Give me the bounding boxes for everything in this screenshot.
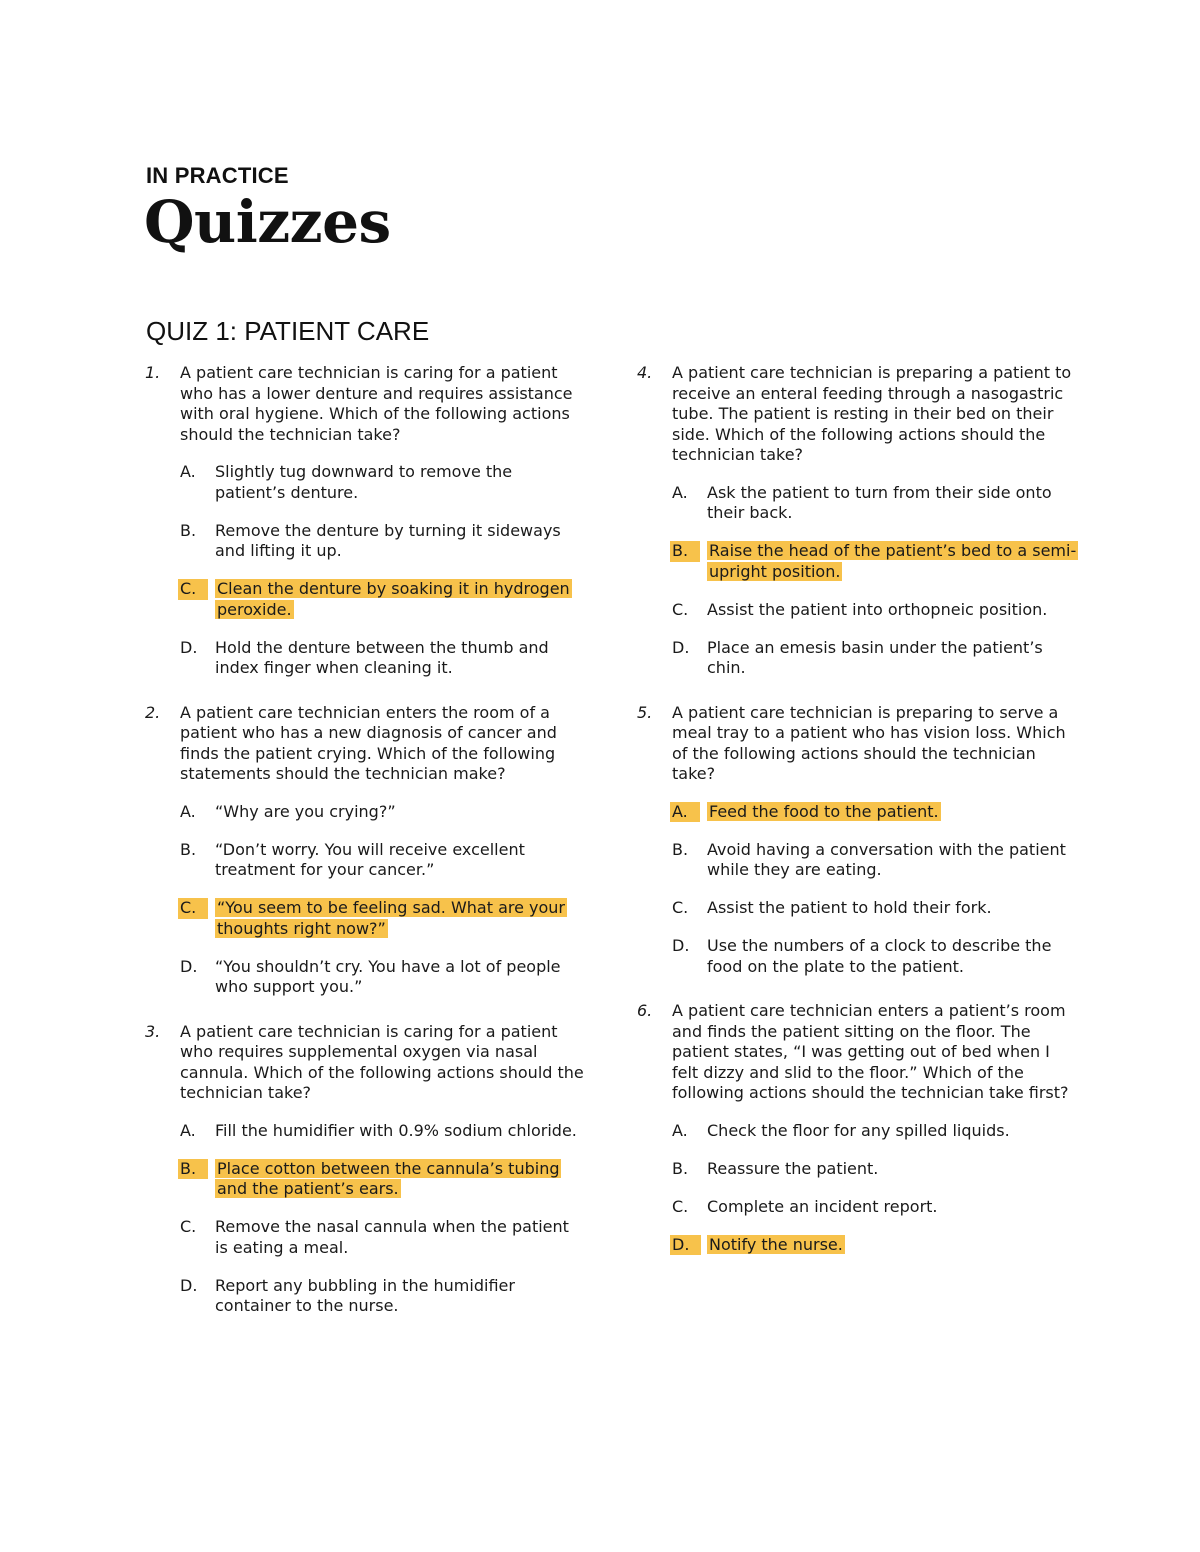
option-letter: D.	[672, 637, 690, 657]
answer-option	[672, 936, 1077, 977]
question-number: 3.	[145, 1021, 161, 1041]
answer-options	[145, 1121, 585, 1317]
answer-option-correct	[180, 579, 585, 620]
option-text: “Don’t worry. You will receive excellent treatment for your cancer.”	[215, 839, 525, 879]
option-text: Ask the patient to turn from their side onto their back.	[707, 482, 1052, 522]
option-text: Assist the patient to hold their fork.	[707, 898, 992, 917]
option-letter: C.	[178, 579, 208, 600]
question-number: 4.	[637, 363, 653, 382]
question-text: A patient care technician is preparing a patient to receive an enteral feeding through a nasogastric tube. The patient is resting in their bed on their side. Which of the following actions should the technician take?	[672, 363, 1072, 464]
question-number: 6.	[637, 1001, 653, 1020]
answer-option	[672, 840, 1077, 881]
option-text: Report any bubbling in the humidifier container to the nurse.	[215, 1275, 515, 1315]
question-text: A patient care technician enters the room of a patient who has a new diagnosis of cancer and finds the patient crying. Which of the following statements should the technician make?	[180, 702, 557, 783]
option-text: Raise the head of the patient’s bed to a semi-upright position.	[709, 541, 1077, 581]
option-text: Remove the denture by turning it sideways and lifting it up.	[215, 520, 561, 560]
question-6	[637, 1001, 1077, 1255]
answer-options	[637, 802, 1077, 978]
option-letter: D.	[180, 956, 198, 976]
option-text: Place an emesis basin under the patient’s chin.	[707, 637, 1043, 677]
option-text: Clean the denture by soaking it in hydrogen peroxide.	[217, 579, 570, 619]
question-stem	[637, 703, 1077, 785]
answer-option-correct	[672, 1235, 1077, 1256]
option-text: Remove the nasal cannula when the patient is eating a meal.	[215, 1217, 569, 1257]
question-text: A patient care technician is caring for a patient who requires supplemental oxygen via nasal cannula. Which of the following actions should the technician take?	[180, 1021, 584, 1102]
option-letter: C.	[672, 1196, 689, 1216]
answer-options	[145, 802, 585, 998]
answer-options	[637, 483, 1077, 679]
question-stem	[637, 1001, 1077, 1104]
answer-option	[672, 1197, 1077, 1218]
question-text: A patient care technician is caring for a patient who has a lower denture and requires assistance with oral hygiene. Which of the following actions should the technician take?	[180, 363, 573, 444]
question-number: 2.	[145, 702, 161, 722]
option-letter: A.	[672, 482, 688, 502]
answer-option	[672, 638, 1077, 679]
option-letter: B.	[672, 1158, 689, 1178]
option-letter: A.	[180, 801, 196, 821]
option-text: Place cotton between the cannula’s tubing and the patient’s ears.	[217, 1158, 560, 1198]
option-letter: D.	[180, 1275, 198, 1295]
option-text: Avoid having a conversation with the patient while they are eating.	[707, 839, 1066, 879]
option-letter: A.	[672, 1120, 688, 1140]
question-text: A patient care technician enters a patient’s room and finds the patient sitting on the floor. The patient states, “I was getting out of bed when I felt dizzy and slid to the floor.” Which of the following actions should the technician take first?	[672, 1001, 1069, 1102]
option-letter: C.	[672, 898, 689, 917]
answer-option	[672, 483, 1077, 524]
option-letter: D.	[672, 936, 690, 955]
question-number: 5.	[637, 702, 653, 722]
option-text: Fill the humidifier with 0.9% sodium chloride.	[215, 1120, 577, 1140]
answer-option-correct	[180, 898, 585, 939]
answer-option	[180, 1276, 585, 1317]
answer-option	[180, 462, 585, 503]
answer-option	[180, 1217, 585, 1258]
option-letter: B.	[180, 520, 197, 540]
option-letter: B.	[180, 839, 197, 859]
answer-option-correct	[672, 541, 1077, 582]
question-stem	[145, 1022, 585, 1104]
questions-column-left	[145, 363, 585, 1341]
option-text: Reassure the patient.	[707, 1158, 879, 1178]
option-letter: B.	[670, 541, 700, 562]
option-text: “You shouldn’t cry. You have a lot of people who support you.”	[215, 956, 561, 996]
option-letter: C.	[178, 898, 208, 919]
question-stem	[145, 363, 585, 445]
question-stem	[145, 703, 585, 785]
option-letter: B.	[178, 1159, 208, 1180]
option-letter: A.	[180, 462, 196, 481]
option-letter: C.	[180, 1217, 197, 1236]
page-title: Quizzes	[144, 188, 391, 256]
option-text: Feed the food to the patient.	[709, 801, 939, 821]
option-letter: A.	[670, 802, 700, 823]
answer-option	[180, 638, 585, 679]
answer-option	[672, 898, 1077, 919]
question-stem	[637, 363, 1077, 466]
question-text: A patient care technician is preparing to serve a meal tray to a patient who has vision loss. Which of the following actions should the technician take?	[672, 702, 1066, 783]
question-5	[637, 703, 1077, 978]
option-letter: B.	[672, 839, 689, 859]
option-letter: D.	[670, 1235, 701, 1256]
questions-column-right	[637, 363, 1077, 1279]
answer-option	[672, 1159, 1077, 1180]
answer-option	[180, 802, 585, 823]
question-1	[145, 363, 585, 679]
question-number: 1.	[145, 363, 161, 382]
option-text: “You seem to be feeling sad. What are your thoughts right now?”	[217, 898, 566, 938]
option-text: Use the numbers of a clock to describe the food on the plate to the patient.	[707, 936, 1052, 976]
question-4	[637, 363, 1077, 679]
option-text: “Why are you crying?”	[215, 801, 396, 821]
answer-option-correct	[180, 1159, 585, 1200]
option-text: Complete an incident report.	[707, 1196, 938, 1216]
question-3	[145, 1022, 585, 1317]
section-eyebrow: IN PRACTICE	[146, 163, 289, 188]
option-text: Hold the denture between the thumb and index finger when cleaning it.	[215, 637, 549, 677]
answer-options	[145, 462, 585, 679]
quiz-heading: QUIZ 1: PATIENT CARE	[146, 316, 430, 346]
option-letter: D.	[180, 637, 198, 657]
answer-option	[672, 600, 1077, 621]
option-text: Notify the nurse.	[709, 1234, 843, 1254]
answer-option	[672, 1121, 1077, 1142]
answer-option	[180, 957, 585, 998]
answer-option	[180, 1121, 585, 1142]
option-text: Slightly tug downward to remove the patient’s denture.	[215, 462, 513, 502]
answer-option	[180, 521, 585, 562]
option-letter: A.	[180, 1120, 196, 1140]
answer-option	[180, 840, 585, 881]
answer-options	[637, 1121, 1077, 1256]
option-text: Check the floor for any spilled liquids.	[707, 1120, 1010, 1140]
question-2	[145, 703, 585, 998]
answer-option-correct	[672, 802, 1077, 823]
option-letter: C.	[672, 599, 689, 619]
option-text: Assist the patient into orthopneic position.	[707, 599, 1048, 619]
